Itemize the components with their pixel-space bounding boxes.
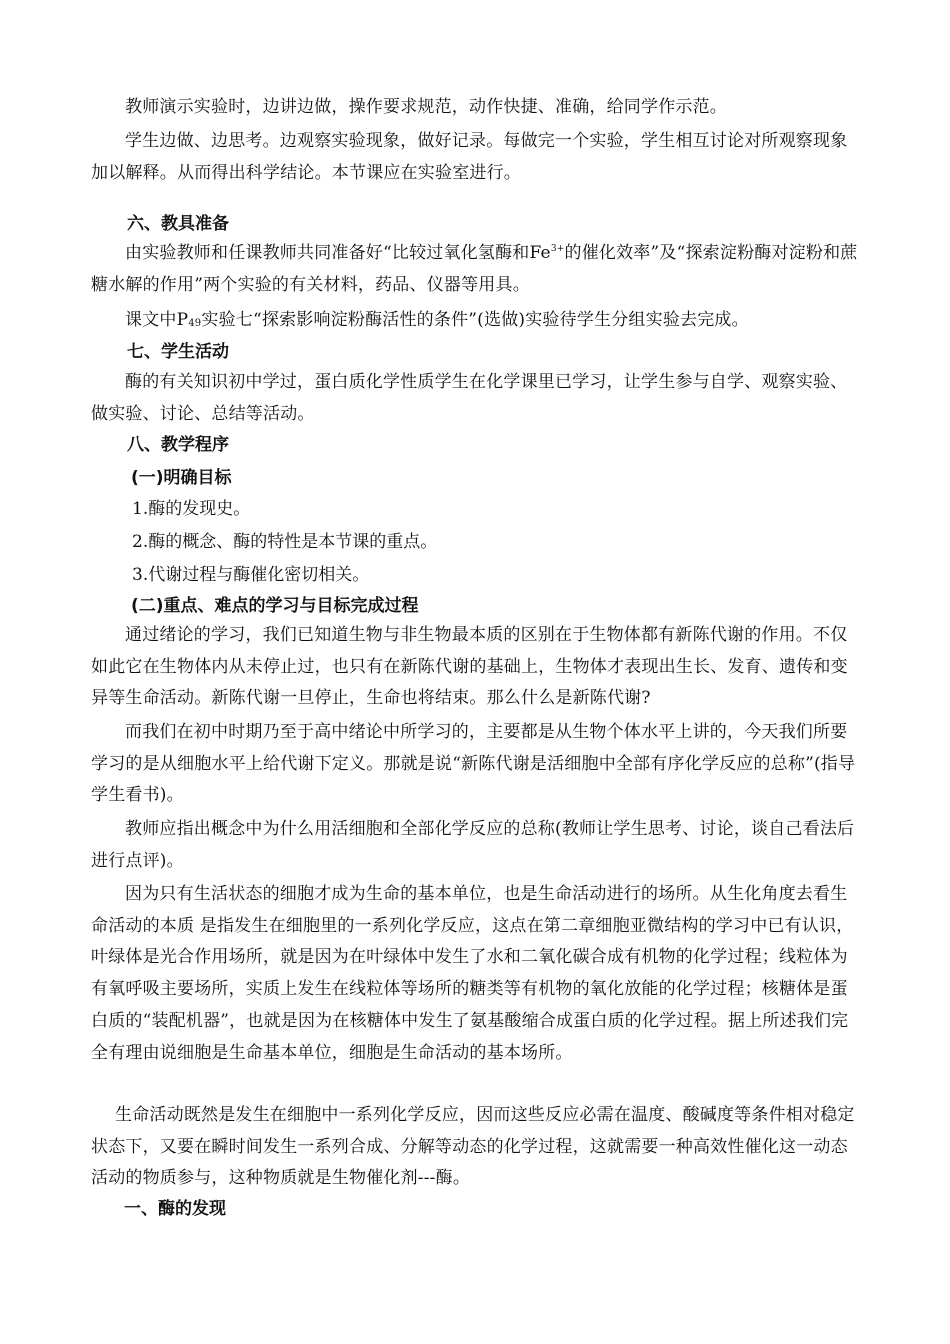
paragraph-teacher-explain: 教师应指出概念中为什么用活细胞和全部化学反应的总称(教师让学生思考、讨论，谈自己看法后进行点评)。 — [91, 819, 855, 871]
superscript-fe: 3+ — [550, 244, 565, 254]
paragraph-enzyme-catalyst: 生命活动既然是发生在细胞中一系列化学反应，因而这些反应必需在温度、酸碱度等条件相对稳定状态下，又要在瞬时间发生一系列合成、分解等动态的化学过程，这就需要一种高效性催化这一动态活动的物质参与，这种物质就是生物催化剂---酶。 — [91, 1105, 855, 1189]
text-exp-part1: 课文中P — [125, 310, 189, 330]
section-title-teaching-aids: 六、教具准备 — [127, 214, 229, 234]
paragraph-metabolism-intro: 通过绪论的学习，我们已知道生物与非生物最本质的区别在于生物体都有新陈代谢的作用。不仅如此它在生物体内从未停止过，也只有在新陈代谢的基础上，生物体才表现出生长、发育、遗传和变异等生命活动。新陈代谢一旦停止，生命也将结束。那么什么是新陈代谢? — [91, 625, 848, 709]
section-title-student-activity: 七、学生活动 — [127, 342, 229, 362]
text-aids-part2: 的催化效率”及“探索淀粉酶对淀粉和蔗糖水解的作用”两个实验的有关材料，药品、仪器等用具。 — [91, 243, 858, 295]
text-aids-part1: 由实验教师和任课教师共同准备好“比较过氧化氢酶和Fe — [125, 243, 551, 263]
goal-item: 3.代谢过程与酶催化密切相关。 — [132, 565, 370, 585]
subscript-page: 49 — [188, 318, 202, 329]
paragraph-metabolism-definition: 而我们在初中时期乃至于高中绪论中所学习的，主要都是从生物个体水平上讲的，今天我们所要学习的是从细胞水平上给代谢下定义。那就是说“新陈代谢是活细胞中全部有序化学反应的总称”(指导学生看书)。 — [91, 722, 856, 806]
paragraph-experiment-seven — [91, 305, 861, 337]
goal-item: 2.酶的概念、酶的特性是本节课的重点。 — [132, 532, 438, 552]
text-exp-part2: 实验七“探索影响淀粉酶活性的条件”(选做)实验待学生分组实验去完成。 — [201, 310, 749, 330]
section-title-teaching-procedure: 八、教学程序 — [127, 435, 229, 455]
paragraph-student-observe: 学生边做、边思考。边观察实验现象，做好记录。每做完一个实验，学生相互讨论对所观察现象加以解释。从而得出科学结论。本节课应在实验室进行。 — [91, 131, 848, 183]
section-title-enzyme-discovery: 一、酶的发现 — [124, 1199, 226, 1219]
goal-item: 1.酶的发现史。 — [132, 499, 251, 519]
subsection-title-key-points: (二)重点、难点的学习与目标完成过程 — [131, 596, 419, 616]
paragraph-student-activity: 酶的有关知识初中学过，蛋白质化学性质学生在化学课里已学习，让学生参与自学、观察实验、做实验、讨论、总结等活动。 — [91, 372, 848, 424]
paragraph-cell-life-unit: 因为只有生活状态的细胞才成为生命的基本单位，也是生命活动进行的场所。从生化角度去看生命活动的本质 是指发生在细胞里的一系列化学反应，这点在第二章细胞亚微结构的学习中已有认识，叶绿体是光合作用场所，就是因为在叶绿体中发生了水和二氧化碳合成有机物的化学过程；线粒体为有氧呼吸主要场所，实质上发生在线粒体等场所的糖类等有机物的氧化放能的化学过程；核糖体是蛋白质的“装配机器”，也就是因为在核糖体中发生了氨基酸缩合成蛋白质的化学过程。据上所述我们完全有理由说细胞是生命基本单位，细胞是生命活动的基本场所。 — [91, 884, 854, 1063]
subsection-title-goals: (一)明确目标 — [131, 468, 232, 488]
paragraph-teacher-demo: 教师演示实验时，边讲边做，操作要求规范，动作快捷、准确，给同学作示范。 — [125, 97, 727, 117]
paragraph-teaching-aids — [91, 238, 861, 301]
